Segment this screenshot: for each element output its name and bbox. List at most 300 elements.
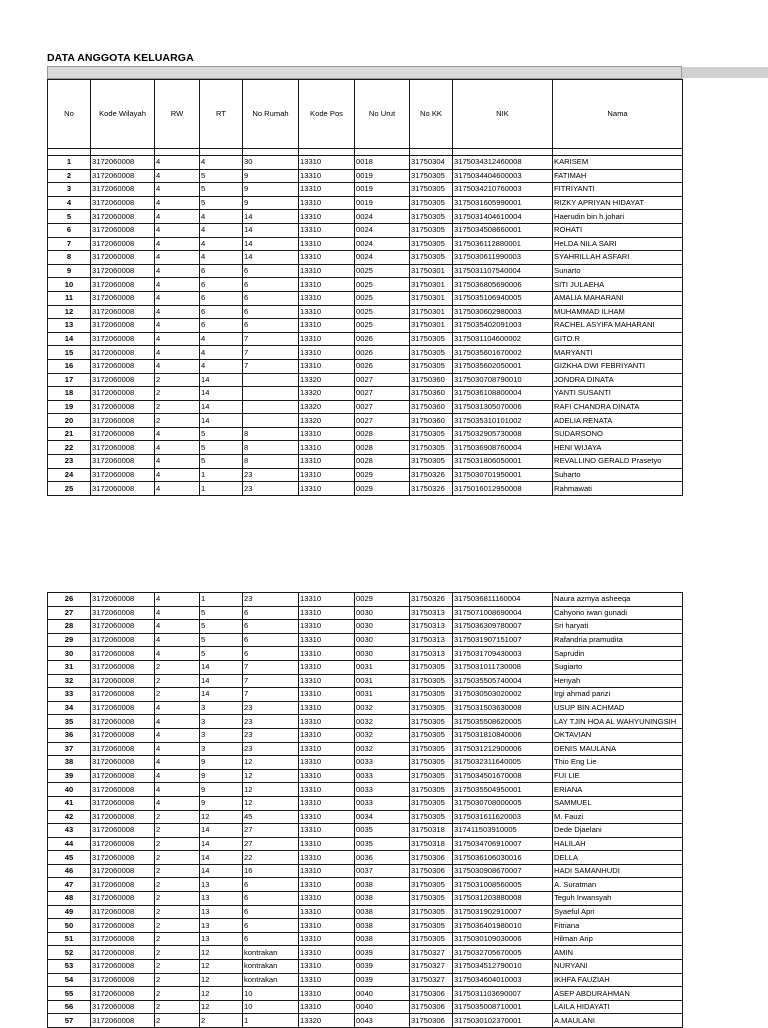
cell-kode-pos: 13310 bbox=[299, 946, 355, 960]
cell-no-rumah: 22 bbox=[243, 851, 299, 865]
cell-no-rumah: 7 bbox=[243, 359, 299, 373]
cell-no: 57 bbox=[48, 1014, 91, 1028]
cell-nama: A.MAULANI bbox=[553, 1014, 683, 1028]
cell-rt: 13 bbox=[200, 932, 243, 946]
cell-kode-wilayah: 3172060008 bbox=[91, 278, 155, 292]
cell-nama: Naura azmya asheeqa bbox=[553, 593, 683, 607]
table-row bbox=[48, 715, 683, 729]
cell-no-kk: 31750326 bbox=[410, 593, 453, 607]
cell-no-kk: 31750305 bbox=[410, 892, 453, 906]
cell-nik: 3175036112880001 bbox=[453, 237, 553, 251]
cell-kode-pos: 13310 bbox=[299, 183, 355, 197]
cell-kode-pos: 13310 bbox=[299, 468, 355, 482]
cell-nik: 317411503910005 bbox=[453, 824, 553, 838]
cell-kode-pos: 13310 bbox=[299, 892, 355, 906]
cell-nik: 3175032905730008 bbox=[453, 427, 553, 441]
cell-no-rumah: 7 bbox=[243, 674, 299, 688]
cell-no: 18 bbox=[48, 387, 91, 401]
cell-rw: 2 bbox=[155, 810, 200, 824]
cell-rt: 14 bbox=[200, 373, 243, 387]
cell-rt: 5 bbox=[200, 169, 243, 183]
cell-rt: 13 bbox=[200, 892, 243, 906]
cell-rt: 1 bbox=[200, 482, 243, 496]
header-spacer-row bbox=[48, 149, 683, 156]
col-header-no-rumah: No Rumah bbox=[243, 80, 299, 149]
cell-no: 26 bbox=[48, 593, 91, 607]
cell-nama: FUI LIE bbox=[553, 769, 683, 783]
cell-no-rumah: 6 bbox=[243, 633, 299, 647]
cell-rw: 4 bbox=[155, 742, 200, 756]
cell-nik: 3175030602980003 bbox=[453, 305, 553, 319]
cell-nik: 3175031107540004 bbox=[453, 264, 553, 278]
cell-no-rumah: 23 bbox=[243, 468, 299, 482]
cell-kode-pos: 13310 bbox=[299, 824, 355, 838]
cell-rw: 2 bbox=[155, 905, 200, 919]
cell-no-urut: 0036 bbox=[355, 851, 410, 865]
cell-rw: 2 bbox=[155, 987, 200, 1001]
cell-rw: 4 bbox=[155, 264, 200, 278]
cell-kode-pos: 13310 bbox=[299, 223, 355, 237]
cell-kode-wilayah: 3172060008 bbox=[91, 837, 155, 851]
cell-no-rumah: 6 bbox=[243, 606, 299, 620]
cell-no-urut: 0025 bbox=[355, 291, 410, 305]
cell-rw: 4 bbox=[155, 183, 200, 197]
cell-kode-pos: 13310 bbox=[299, 332, 355, 346]
cell-no: 3 bbox=[48, 183, 91, 197]
cell-no: 44 bbox=[48, 837, 91, 851]
cell-nik: 3175071008690004 bbox=[453, 606, 553, 620]
cell-no-urut: 0037 bbox=[355, 864, 410, 878]
cell-kode-wilayah: 3172060008 bbox=[91, 455, 155, 469]
cell-kode-wilayah: 3172060008 bbox=[91, 427, 155, 441]
cell-no-urut: 0018 bbox=[355, 156, 410, 170]
cell-nama: FITRIYANTI bbox=[553, 183, 683, 197]
cell-nama: Suharto bbox=[553, 468, 683, 482]
cell-kode-wilayah: 3172060008 bbox=[91, 973, 155, 987]
cell-no-rumah: 14 bbox=[243, 210, 299, 224]
cell-no-rumah: 12 bbox=[243, 783, 299, 797]
cell-nik: 3175031011730008 bbox=[453, 660, 553, 674]
cell-rw: 2 bbox=[155, 373, 200, 387]
cell-nama: RIZKY APRIYAN HIDAYAT bbox=[553, 196, 683, 210]
cell-nama: HeLDA NILA SARI bbox=[553, 237, 683, 251]
cell-kode-wilayah: 3172060008 bbox=[91, 264, 155, 278]
cell-nama: Sugiarto bbox=[553, 660, 683, 674]
cell-no-kk: 31750305 bbox=[410, 728, 453, 742]
cell-no-kk: 31750301 bbox=[410, 264, 453, 278]
cell-no-urut: 0029 bbox=[355, 482, 410, 496]
cell-kode-pos: 13310 bbox=[299, 932, 355, 946]
table-row bbox=[48, 305, 683, 319]
cell-rt: 5 bbox=[200, 183, 243, 197]
cell-nik: 3175031212900006 bbox=[453, 742, 553, 756]
cell-no-kk: 31750305 bbox=[410, 810, 453, 824]
cell-rw: 2 bbox=[155, 824, 200, 838]
cell-no-kk: 31750301 bbox=[410, 319, 453, 333]
table-row bbox=[48, 441, 683, 455]
cell-rw: 4 bbox=[155, 633, 200, 647]
cell-nik: 3175034210760003 bbox=[453, 183, 553, 197]
cell-no-kk: 31750305 bbox=[410, 688, 453, 702]
cell-no-kk: 31750318 bbox=[410, 837, 453, 851]
cell-no-rumah: 6 bbox=[243, 932, 299, 946]
cell-nama: Rafandria pramudita bbox=[553, 633, 683, 647]
cell-nama: HADI SAMANHUDI bbox=[553, 864, 683, 878]
cell-no-urut: 0031 bbox=[355, 688, 410, 702]
cell-rt: 4 bbox=[200, 210, 243, 224]
cell-no-rumah: 10 bbox=[243, 987, 299, 1001]
cell-no-urut: 0025 bbox=[355, 264, 410, 278]
cell-kode-wilayah: 3172060008 bbox=[91, 674, 155, 688]
cell-kode-pos: 13310 bbox=[299, 769, 355, 783]
table-row bbox=[48, 987, 683, 1001]
cell-no-urut: 0038 bbox=[355, 919, 410, 933]
cell-kode-wilayah: 3172060008 bbox=[91, 237, 155, 251]
table-row bbox=[48, 278, 683, 292]
cell-kode-wilayah: 3172060008 bbox=[91, 647, 155, 661]
cell-nama: Fitriana bbox=[553, 919, 683, 933]
cell-no: 17 bbox=[48, 373, 91, 387]
cell-no-urut: 0028 bbox=[355, 455, 410, 469]
cell-rw: 2 bbox=[155, 851, 200, 865]
cell-no: 37 bbox=[48, 742, 91, 756]
cell-no-urut: 0024 bbox=[355, 251, 410, 265]
cell-rt: 3 bbox=[200, 715, 243, 729]
cell-no: 27 bbox=[48, 606, 91, 620]
cell-rw: 2 bbox=[155, 1000, 200, 1014]
cell-rt: 12 bbox=[200, 1000, 243, 1014]
cell-no-rumah: 27 bbox=[243, 837, 299, 851]
cell-nama: Sri haryati bbox=[553, 620, 683, 634]
family-members-table-1 bbox=[47, 79, 683, 496]
cell-kode-pos: 13310 bbox=[299, 905, 355, 919]
cell-nik: 3175031605990001 bbox=[453, 196, 553, 210]
cell-no-kk: 31750301 bbox=[410, 278, 453, 292]
cell-rw: 4 bbox=[155, 728, 200, 742]
cell-kode-wilayah: 3172060008 bbox=[91, 414, 155, 428]
cell-no-kk: 31750306 bbox=[410, 1014, 453, 1028]
cell-rt: 5 bbox=[200, 427, 243, 441]
cell-no-rumah: 6 bbox=[243, 878, 299, 892]
cell-no-urut: 0035 bbox=[355, 837, 410, 851]
spacer-cell bbox=[355, 149, 410, 156]
cell-no-urut: 0027 bbox=[355, 400, 410, 414]
cell-no-urut: 0024 bbox=[355, 210, 410, 224]
cell-nik: 3175030503020002 bbox=[453, 688, 553, 702]
table-row bbox=[48, 701, 683, 715]
cell-no: 6 bbox=[48, 223, 91, 237]
table-row bbox=[48, 291, 683, 305]
cell-no-rumah: 16 bbox=[243, 864, 299, 878]
cell-nik: 3175030708000005 bbox=[453, 796, 553, 810]
cell-no-urut: 0032 bbox=[355, 728, 410, 742]
cell-nama: HENI WIJAYA bbox=[553, 441, 683, 455]
cell-nama: GITO.R bbox=[553, 332, 683, 346]
cell-rw: 2 bbox=[155, 414, 200, 428]
cell-no-rumah bbox=[243, 414, 299, 428]
cell-kode-pos: 13320 bbox=[299, 414, 355, 428]
cell-rt: 6 bbox=[200, 264, 243, 278]
cell-nik: 3175031008560005 bbox=[453, 878, 553, 892]
cell-kode-wilayah: 3172060008 bbox=[91, 387, 155, 401]
cell-no-urut: 0027 bbox=[355, 414, 410, 428]
spacer-cell bbox=[91, 149, 155, 156]
cell-nama: SAMMUEL bbox=[553, 796, 683, 810]
cell-kode-wilayah: 3172060008 bbox=[91, 824, 155, 838]
cell-no-kk: 31750305 bbox=[410, 359, 453, 373]
table-row bbox=[48, 593, 683, 607]
cell-kode-pos: 13310 bbox=[299, 427, 355, 441]
cell-kode-pos: 13310 bbox=[299, 810, 355, 824]
table-row bbox=[48, 878, 683, 892]
cell-no-rumah: 6 bbox=[243, 919, 299, 933]
cell-nik: 3175034706910007 bbox=[453, 837, 553, 851]
cell-no-rumah: 1 bbox=[243, 1014, 299, 1028]
cell-kode-pos: 13310 bbox=[299, 987, 355, 1001]
cell-rw: 4 bbox=[155, 468, 200, 482]
table-row bbox=[48, 620, 683, 634]
cell-no-rumah: 9 bbox=[243, 196, 299, 210]
table-row bbox=[48, 932, 683, 946]
cell-rt: 14 bbox=[200, 387, 243, 401]
cell-nik: 3175030109030006 bbox=[453, 932, 553, 946]
cell-kode-wilayah: 3172060008 bbox=[91, 183, 155, 197]
cell-no: 56 bbox=[48, 1000, 91, 1014]
cell-no-kk: 31750318 bbox=[410, 824, 453, 838]
col-header-no-urut: No Urut bbox=[355, 80, 410, 149]
table-row bbox=[48, 346, 683, 360]
cell-no-rumah: 14 bbox=[243, 237, 299, 251]
cell-no: 48 bbox=[48, 892, 91, 906]
cell-no-rumah: kontrakan bbox=[243, 946, 299, 960]
cell-rt: 5 bbox=[200, 196, 243, 210]
cell-no-kk: 31750305 bbox=[410, 183, 453, 197]
cell-no-kk: 31750313 bbox=[410, 620, 453, 634]
cell-rt: 6 bbox=[200, 305, 243, 319]
cell-kode-wilayah: 3172060008 bbox=[91, 606, 155, 620]
cell-no-rumah: 12 bbox=[243, 756, 299, 770]
cell-no: 29 bbox=[48, 633, 91, 647]
cell-no: 25 bbox=[48, 482, 91, 496]
cell-rw: 2 bbox=[155, 932, 200, 946]
cell-nik: 3175034404600003 bbox=[453, 169, 553, 183]
spacer-cell bbox=[299, 149, 355, 156]
cell-rt: 13 bbox=[200, 905, 243, 919]
table-row bbox=[48, 264, 683, 278]
table-row bbox=[48, 960, 683, 974]
cell-rw: 2 bbox=[155, 864, 200, 878]
cell-no-urut: 0038 bbox=[355, 905, 410, 919]
cell-nik: 3175030611990003 bbox=[453, 251, 553, 265]
cell-kode-pos: 13310 bbox=[299, 796, 355, 810]
cell-no: 36 bbox=[48, 728, 91, 742]
table-row bbox=[48, 810, 683, 824]
cell-no-kk: 31750305 bbox=[410, 769, 453, 783]
cell-kode-wilayah: 3172060008 bbox=[91, 688, 155, 702]
cell-rt: 5 bbox=[200, 647, 243, 661]
cell-nik: 3175031503630008 bbox=[453, 701, 553, 715]
table-row bbox=[48, 169, 683, 183]
cell-nik: 3175031404610004 bbox=[453, 210, 553, 224]
cell-kode-pos: 13310 bbox=[299, 633, 355, 647]
cell-rt: 1 bbox=[200, 593, 243, 607]
cell-no-rumah: 6 bbox=[243, 319, 299, 333]
cell-rt: 13 bbox=[200, 878, 243, 892]
cell-rw: 2 bbox=[155, 1014, 200, 1028]
table-row bbox=[48, 919, 683, 933]
spacer-cell bbox=[48, 149, 91, 156]
cell-kode-pos: 13310 bbox=[299, 441, 355, 455]
cell-kode-wilayah: 3172060008 bbox=[91, 633, 155, 647]
cell-kode-wilayah: 3172060008 bbox=[91, 715, 155, 729]
table-row bbox=[48, 756, 683, 770]
table-row bbox=[48, 414, 683, 428]
cell-no-kk: 31750305 bbox=[410, 919, 453, 933]
cell-no-urut: 0039 bbox=[355, 946, 410, 960]
cell-no-rumah: 7 bbox=[243, 346, 299, 360]
cell-no-urut: 0040 bbox=[355, 1000, 410, 1014]
cell-nama: Saprudin bbox=[553, 647, 683, 661]
cell-rt: 4 bbox=[200, 359, 243, 373]
cell-kode-pos: 13310 bbox=[299, 647, 355, 661]
cell-kode-pos: 13310 bbox=[299, 919, 355, 933]
cell-no: 16 bbox=[48, 359, 91, 373]
cell-rw: 2 bbox=[155, 892, 200, 906]
cell-nama: ASEP ABDURAHMAN bbox=[553, 987, 683, 1001]
table-row bbox=[48, 946, 683, 960]
cell-no-urut: 0029 bbox=[355, 593, 410, 607]
spacer-cell bbox=[243, 149, 299, 156]
col-header-rw: RW bbox=[155, 80, 200, 149]
cell-no-kk: 31750305 bbox=[410, 427, 453, 441]
cell-rt: 12 bbox=[200, 946, 243, 960]
cell-no-rumah: 23 bbox=[243, 593, 299, 607]
table-row bbox=[48, 851, 683, 865]
cell-nama: ROHATI bbox=[553, 223, 683, 237]
cell-no-kk: 31750305 bbox=[410, 905, 453, 919]
cell-kode-pos: 13310 bbox=[299, 305, 355, 319]
cell-no: 47 bbox=[48, 878, 91, 892]
cell-no-kk: 31750305 bbox=[410, 210, 453, 224]
cell-nama: SYAHRILLAH ASFARI bbox=[553, 251, 683, 265]
cell-nik: 3175036811160004 bbox=[453, 593, 553, 607]
cell-no: 1 bbox=[48, 156, 91, 170]
cell-rw: 2 bbox=[155, 946, 200, 960]
col-header-rt: RT bbox=[200, 80, 243, 149]
spacer-cell bbox=[453, 149, 553, 156]
cell-kode-wilayah: 3172060008 bbox=[91, 593, 155, 607]
cell-nik: 3175036106030016 bbox=[453, 851, 553, 865]
cell-rt: 14 bbox=[200, 824, 243, 838]
cell-rt: 14 bbox=[200, 688, 243, 702]
cell-no: 28 bbox=[48, 620, 91, 634]
cell-kode-pos: 13310 bbox=[299, 620, 355, 634]
cell-no: 12 bbox=[48, 305, 91, 319]
cell-nik: 3175031902910007 bbox=[453, 905, 553, 919]
cell-nama: KARISEM bbox=[553, 156, 683, 170]
cell-nama: LAY TJIN HOA AL WAHYUNINGSIH bbox=[553, 715, 683, 729]
cell-rw: 2 bbox=[155, 688, 200, 702]
cell-no-urut: 0032 bbox=[355, 742, 410, 756]
cell-nik: 3175035504950001 bbox=[453, 783, 553, 797]
cell-no-urut: 0030 bbox=[355, 647, 410, 661]
cell-no-urut: 0033 bbox=[355, 796, 410, 810]
cell-rw: 4 bbox=[155, 156, 200, 170]
cell-no-kk: 31750326 bbox=[410, 468, 453, 482]
cell-no-urut: 0039 bbox=[355, 973, 410, 987]
cell-nik: 3175031810840006 bbox=[453, 728, 553, 742]
spacer-cell bbox=[553, 149, 683, 156]
cell-no-rumah: 7 bbox=[243, 688, 299, 702]
cell-no-kk: 31750306 bbox=[410, 1000, 453, 1014]
cell-nama: Rahmawati bbox=[553, 482, 683, 496]
cell-no: 22 bbox=[48, 441, 91, 455]
cell-no: 31 bbox=[48, 660, 91, 674]
cell-kode-pos: 13310 bbox=[299, 973, 355, 987]
cell-kode-wilayah: 3172060008 bbox=[91, 742, 155, 756]
cell-kode-wilayah: 3172060008 bbox=[91, 373, 155, 387]
table-row bbox=[48, 373, 683, 387]
cell-kode-pos: 13310 bbox=[299, 237, 355, 251]
cell-rw: 4 bbox=[155, 346, 200, 360]
cell-no-kk: 31750313 bbox=[410, 633, 453, 647]
cell-no-urut: 0038 bbox=[355, 932, 410, 946]
cell-kode-wilayah: 3172060008 bbox=[91, 728, 155, 742]
cell-kode-wilayah: 3172060008 bbox=[91, 346, 155, 360]
table-row bbox=[48, 1014, 683, 1028]
cell-rt: 14 bbox=[200, 400, 243, 414]
table-row bbox=[48, 824, 683, 838]
cell-no-rumah: 6 bbox=[243, 647, 299, 661]
col-header-nama: Nama bbox=[553, 80, 683, 149]
cell-no-kk: 31750313 bbox=[410, 606, 453, 620]
table-row bbox=[48, 892, 683, 906]
cell-nama: MUHAMMAD ILHAM bbox=[553, 305, 683, 319]
table-row bbox=[48, 196, 683, 210]
cell-rw: 4 bbox=[155, 332, 200, 346]
cell-no: 42 bbox=[48, 810, 91, 824]
cell-no-urut: 0025 bbox=[355, 305, 410, 319]
cell-no-urut: 0035 bbox=[355, 824, 410, 838]
cell-kode-wilayah: 3172060008 bbox=[91, 701, 155, 715]
cell-no: 14 bbox=[48, 332, 91, 346]
cell-no-kk: 31750305 bbox=[410, 251, 453, 265]
cell-no-urut: 0030 bbox=[355, 620, 410, 634]
cell-kode-pos: 13310 bbox=[299, 756, 355, 770]
cell-rt: 4 bbox=[200, 237, 243, 251]
table-row bbox=[48, 742, 683, 756]
cell-rw: 4 bbox=[155, 769, 200, 783]
cell-kode-wilayah: 3172060008 bbox=[91, 987, 155, 1001]
cell-kode-pos: 13310 bbox=[299, 837, 355, 851]
cell-kode-pos: 13310 bbox=[299, 291, 355, 305]
cell-kode-pos: 13310 bbox=[299, 346, 355, 360]
cell-nama: RACHEL ASYIFA MAHARANI bbox=[553, 319, 683, 333]
cell-nik: 3175034508660001 bbox=[453, 223, 553, 237]
cell-nik: 3175035602050001 bbox=[453, 359, 553, 373]
cell-no-urut: 0019 bbox=[355, 183, 410, 197]
cell-nama: DENIS MAULANA bbox=[553, 742, 683, 756]
cell-kode-wilayah: 3172060008 bbox=[91, 156, 155, 170]
cell-kode-wilayah: 3172060008 bbox=[91, 210, 155, 224]
cell-nik: 3175030708790010 bbox=[453, 373, 553, 387]
cell-kode-pos: 13310 bbox=[299, 960, 355, 974]
cell-nama: YANTI SUSANTI bbox=[553, 387, 683, 401]
cell-no-kk: 31750305 bbox=[410, 796, 453, 810]
cell-no-kk: 31750305 bbox=[410, 441, 453, 455]
cell-kode-pos: 13310 bbox=[299, 688, 355, 702]
spacer-cell bbox=[410, 149, 453, 156]
